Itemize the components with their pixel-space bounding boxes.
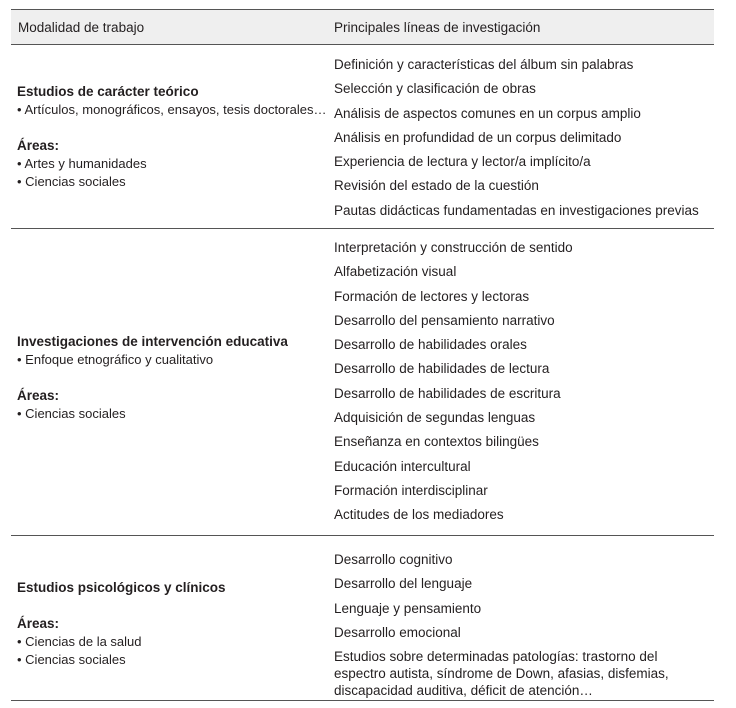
research-lines-cell xyxy=(334,56,710,226)
table-row xyxy=(11,536,714,701)
research-line: Pautas didácticas fundamentadas en investigaciones previas xyxy=(334,202,699,218)
research-line: Interpretación y construcción de sentido xyxy=(334,240,573,255)
areas-label: Áreas: xyxy=(17,616,60,631)
research-line: Alfabetización visual xyxy=(334,264,457,280)
work-mode-title: Investigaciones de intervención educativa xyxy=(17,334,288,349)
header-research-lines: Principales líneas de investigación xyxy=(334,20,541,35)
area-item: • Ciencias sociales xyxy=(17,174,126,189)
research-line: Lenguaje y pensamiento xyxy=(334,600,482,616)
area-item: • Artes y humanidades xyxy=(17,156,147,171)
research-line: Desarrollo de habilidades de lectura xyxy=(334,361,550,377)
header-work-mode: Modalidad de trabajo xyxy=(18,20,145,35)
area-item: • Ciencias de la salud xyxy=(17,634,142,649)
table-row xyxy=(11,229,714,536)
research-line: Estudios sobre determinadas patologías: trastorno del espectro autista, síndrome de Down, afasias, disfemias, discapacidad auditiva, déficit de atención… xyxy=(334,649,669,699)
research-line: Desarrollo de habilidades orales xyxy=(334,337,527,353)
research-line: Revisión del estado de la cuestión xyxy=(334,178,539,194)
research-line: Desarrollo del lenguaje xyxy=(334,576,473,592)
research-line: Análisis en profundidad de un corpus delimitado xyxy=(334,129,622,145)
research-line: Desarrollo de habilidades de escritura xyxy=(334,385,561,401)
research-line: Desarrollo emocional xyxy=(334,624,461,640)
table-header xyxy=(11,9,714,45)
research-line: Enseñanza en contextos bilingües xyxy=(334,434,539,450)
work-mode-cell xyxy=(17,332,327,423)
research-line: Adquisición de segundas lenguas xyxy=(334,410,536,426)
work-mode-title: Estudios de carácter teórico xyxy=(17,84,199,99)
work-mode-title: Estudios psicológicos y clínicos xyxy=(17,580,226,595)
research-line: Definición y características del álbum sin palabras xyxy=(334,57,634,72)
table-bottom-rule xyxy=(11,700,714,701)
research-line: Selección y clasificación de obras xyxy=(334,81,536,97)
areas-label: Áreas: xyxy=(17,388,60,403)
work-mode-cell xyxy=(17,82,327,191)
table-row xyxy=(11,45,714,229)
research-line: Formación de lectores y lectoras xyxy=(334,288,530,304)
research-line: Análisis de aspectos comunes en un corpus amplio xyxy=(334,105,641,121)
research-table xyxy=(11,9,714,701)
research-lines-cell xyxy=(334,551,710,699)
research-line: Desarrollo cognitivo xyxy=(334,552,453,567)
research-line: Desarrollo del pensamiento narrativo xyxy=(334,312,555,328)
research-line: Educación intercultural xyxy=(334,458,471,474)
research-line: Formación interdisciplinar xyxy=(334,482,488,498)
research-line: Actitudes de los mediadores xyxy=(334,507,504,523)
work-mode-subtitle: • Enfoque etnográfico y cualitativo xyxy=(17,352,214,367)
area-item: • Ciencias sociales xyxy=(17,652,126,667)
research-line: Experiencia de lectura y lector/a implícito/a xyxy=(334,154,591,170)
work-mode-subtitle: • Artículos, monográficos, ensayos, tesis doctorales… xyxy=(17,102,327,117)
research-lines-cell xyxy=(334,239,710,531)
area-item: • Ciencias sociales xyxy=(17,406,126,421)
areas-label: Áreas: xyxy=(17,138,60,153)
work-mode-cell xyxy=(17,578,327,669)
